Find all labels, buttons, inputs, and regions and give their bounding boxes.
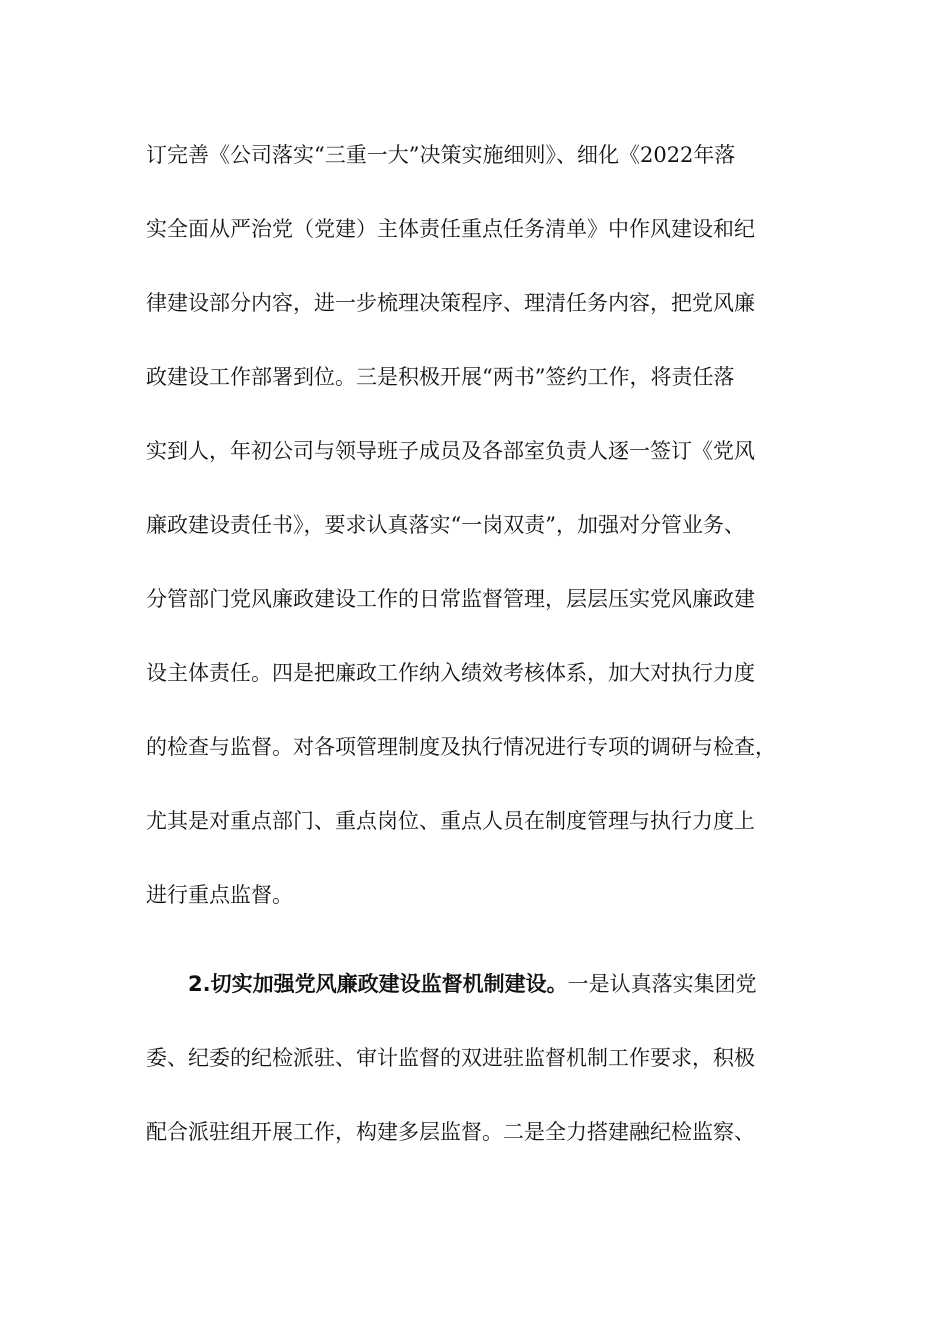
text-line: 设主体责任。四是把廉政工作纳入绩效考核体系，加大对执行力度 — [146, 661, 755, 685]
text-line: 订完善《公司落实“三重一大”决策实施细则》、细化《2022年落 — [146, 143, 736, 167]
text-line: 廉政建设责任书》，要求认真落实“一岗双责”，加强对分管业务、 — [146, 513, 745, 537]
section-heading-continuation: 一是认真落实集团党 — [567, 972, 757, 996]
text-line: 的检查与监督。对各项管理制度及执行情况进行专项的调研与检查， — [146, 735, 776, 759]
text-line: 进行重点监督。 — [146, 883, 293, 907]
text-line: 配合派驻组开展工作，构建多层监督。二是全力搭建融纪检监察、 — [146, 1120, 755, 1144]
text-line: 委、纪委的纪检派驻、审计监督的双进驻监督机制工作要求，积极 — [146, 1046, 755, 1070]
text-line: 政建设工作部署到位。三是积极开展“两书”签约工作，将责任落 — [146, 365, 735, 389]
text-line: 实到人，年初公司与领导班子成员及各部室负责人逐一签订《党风 — [146, 439, 755, 463]
text-line: 分管部门党风廉政建设工作的日常监督管理，层层压实党风廉政建 — [146, 587, 755, 611]
section-heading-line — [188, 964, 868, 1004]
text-line: 律建设部分内容，进一步梳理决策程序、理清任务内容，把党风廉 — [146, 291, 755, 315]
text-line: 实全面从严治党（党建）主体责任重点任务清单》中作风建设和纪 — [146, 217, 755, 241]
text-line: 尤其是对重点部门、重点岗位、重点人员在制度管理与执行力度上 — [146, 809, 755, 833]
section-heading: 2.切实加强党风廉政建设监督机制建设。 — [188, 972, 568, 996]
